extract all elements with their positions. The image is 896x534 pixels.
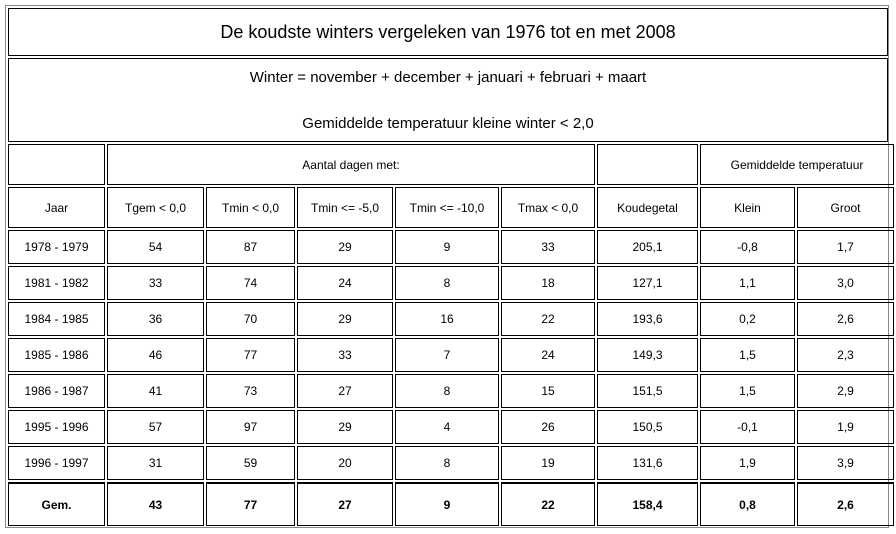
cell-jaar: 1984 - 1985 — [8, 302, 105, 336]
cell-tmin10: 8 — [395, 266, 499, 300]
table-row — [8, 338, 894, 372]
header-empty-koudegetal — [597, 144, 698, 185]
header-tmax: Tmax < 0,0 — [501, 187, 595, 228]
cell-tmin10: 8 — [395, 374, 499, 408]
cell-tmin5: 20 — [297, 446, 393, 480]
cell-jaar: 1986 - 1987 — [8, 374, 105, 408]
avg-tmin0: 77 — [206, 482, 295, 526]
cell-tmin0: 74 — [206, 266, 295, 300]
cell-koudegetal: 151,5 — [597, 374, 698, 408]
cell-tmax: 15 — [501, 374, 595, 408]
table-row — [8, 230, 894, 264]
avg-jaar: Gem. — [8, 482, 105, 526]
cell-tmin0: 73 — [206, 374, 295, 408]
header-klein: Klein — [700, 187, 795, 228]
header-row-1 — [8, 144, 894, 185]
avg-klein: 0,8 — [700, 482, 795, 526]
cell-tmax: 22 — [501, 302, 595, 336]
winter-definition: Winter = november + december + januari + februari + maart — [249, 69, 647, 86]
table-title — [8, 8, 888, 56]
header-group-temp: Gemiddelde temperatuur — [700, 144, 894, 185]
cell-tmin10: 4 — [395, 410, 499, 444]
avg-tmax: 22 — [501, 482, 595, 526]
header-jaar: Jaar — [8, 187, 105, 228]
header-groot: Groot — [797, 187, 894, 228]
cell-koudegetal: 193,6 — [597, 302, 698, 336]
header-empty-jaar — [8, 144, 105, 185]
cell-tmin5: 29 — [297, 410, 393, 444]
cell-tgem: 31 — [107, 446, 204, 480]
cell-klein: 0,2 — [700, 302, 795, 336]
cell-tmin10: 16 — [395, 302, 499, 336]
cell-groot: 2,6 — [797, 302, 894, 336]
cell-tmax: 26 — [501, 410, 595, 444]
cell-groot: 3,0 — [797, 266, 894, 300]
cell-klein: 1,1 — [700, 266, 795, 300]
cell-groot: 2,3 — [797, 338, 894, 372]
definition-box — [8, 58, 888, 142]
cell-groot: 2,9 — [797, 374, 894, 408]
avg-tgem: 43 — [107, 482, 204, 526]
cell-tmax: 33 — [501, 230, 595, 264]
cell-tmin10: 7 — [395, 338, 499, 372]
cell-tgem: 41 — [107, 374, 204, 408]
avg-tmin10: 9 — [395, 482, 499, 526]
cell-tmin0: 97 — [206, 410, 295, 444]
cold-winters-table — [6, 142, 896, 528]
cell-tmax: 18 — [501, 266, 595, 300]
header-tgem: Tgem < 0,0 — [107, 187, 204, 228]
cell-tmin5: 29 — [297, 230, 393, 264]
average-row — [8, 482, 894, 526]
cell-tmin0: 70 — [206, 302, 295, 336]
header-row-2 — [8, 187, 894, 228]
cell-koudegetal: 150,5 — [597, 410, 698, 444]
cell-tmax: 19 — [501, 446, 595, 480]
cell-klein: 1,9 — [700, 446, 795, 480]
cell-tmin0: 77 — [206, 338, 295, 372]
cell-groot: 1,9 — [797, 410, 894, 444]
cell-koudegetal: 149,3 — [597, 338, 698, 372]
header-tmin5: Tmin <= -5,0 — [297, 187, 393, 228]
cell-jaar: 1995 - 1996 — [8, 410, 105, 444]
avg-groot: 2,6 — [797, 482, 894, 526]
cell-klein: -0,8 — [700, 230, 795, 264]
cell-tgem: 54 — [107, 230, 204, 264]
table-row — [8, 446, 894, 480]
header-group-days: Aantal dagen met: — [107, 144, 595, 185]
cell-tgem: 33 — [107, 266, 204, 300]
header-tmin10: Tmin <= -10,0 — [395, 187, 499, 228]
cell-tgem: 46 — [107, 338, 204, 372]
cell-tmin10: 8 — [395, 446, 499, 480]
cell-koudegetal: 205,1 — [597, 230, 698, 264]
cell-klein: 1,5 — [700, 338, 795, 372]
cell-tmin0: 59 — [206, 446, 295, 480]
cell-tmin10: 9 — [395, 230, 499, 264]
cell-jaar: 1981 - 1982 — [8, 266, 105, 300]
avg-tmin5: 27 — [297, 482, 393, 526]
cell-groot: 1,7 — [797, 230, 894, 264]
cell-tgem: 57 — [107, 410, 204, 444]
cell-tmax: 24 — [501, 338, 595, 372]
cell-koudegetal: 127,1 — [597, 266, 698, 300]
cell-klein: 1,5 — [700, 374, 795, 408]
cell-tmin5: 24 — [297, 266, 393, 300]
header-tmin0: Tmin < 0,0 — [206, 187, 295, 228]
small-winter-definition: Gemiddelde temperatuur kleine winter < 2,0 — [302, 115, 594, 132]
table-row — [8, 374, 894, 408]
cell-koudegetal: 131,6 — [597, 446, 698, 480]
cell-tmin0: 87 — [206, 230, 295, 264]
cell-groot: 3,9 — [797, 446, 894, 480]
cell-tmin5: 27 — [297, 374, 393, 408]
title-text: De koudste winters vergeleken van 1976 tot en met 2008 — [220, 21, 676, 42]
avg-koudegetal: 158,4 — [597, 482, 698, 526]
cell-jaar: 1978 - 1979 — [8, 230, 105, 264]
table-row — [8, 410, 894, 444]
table-row — [8, 266, 894, 300]
cell-klein: -0,1 — [700, 410, 795, 444]
table-row — [8, 302, 894, 336]
cell-tgem: 36 — [107, 302, 204, 336]
cell-tmin5: 29 — [297, 302, 393, 336]
cell-jaar: 1985 - 1986 — [8, 338, 105, 372]
cell-tmin5: 33 — [297, 338, 393, 372]
header-koudegetal: Koudegetal — [597, 187, 698, 228]
cell-jaar: 1996 - 1997 — [8, 446, 105, 480]
